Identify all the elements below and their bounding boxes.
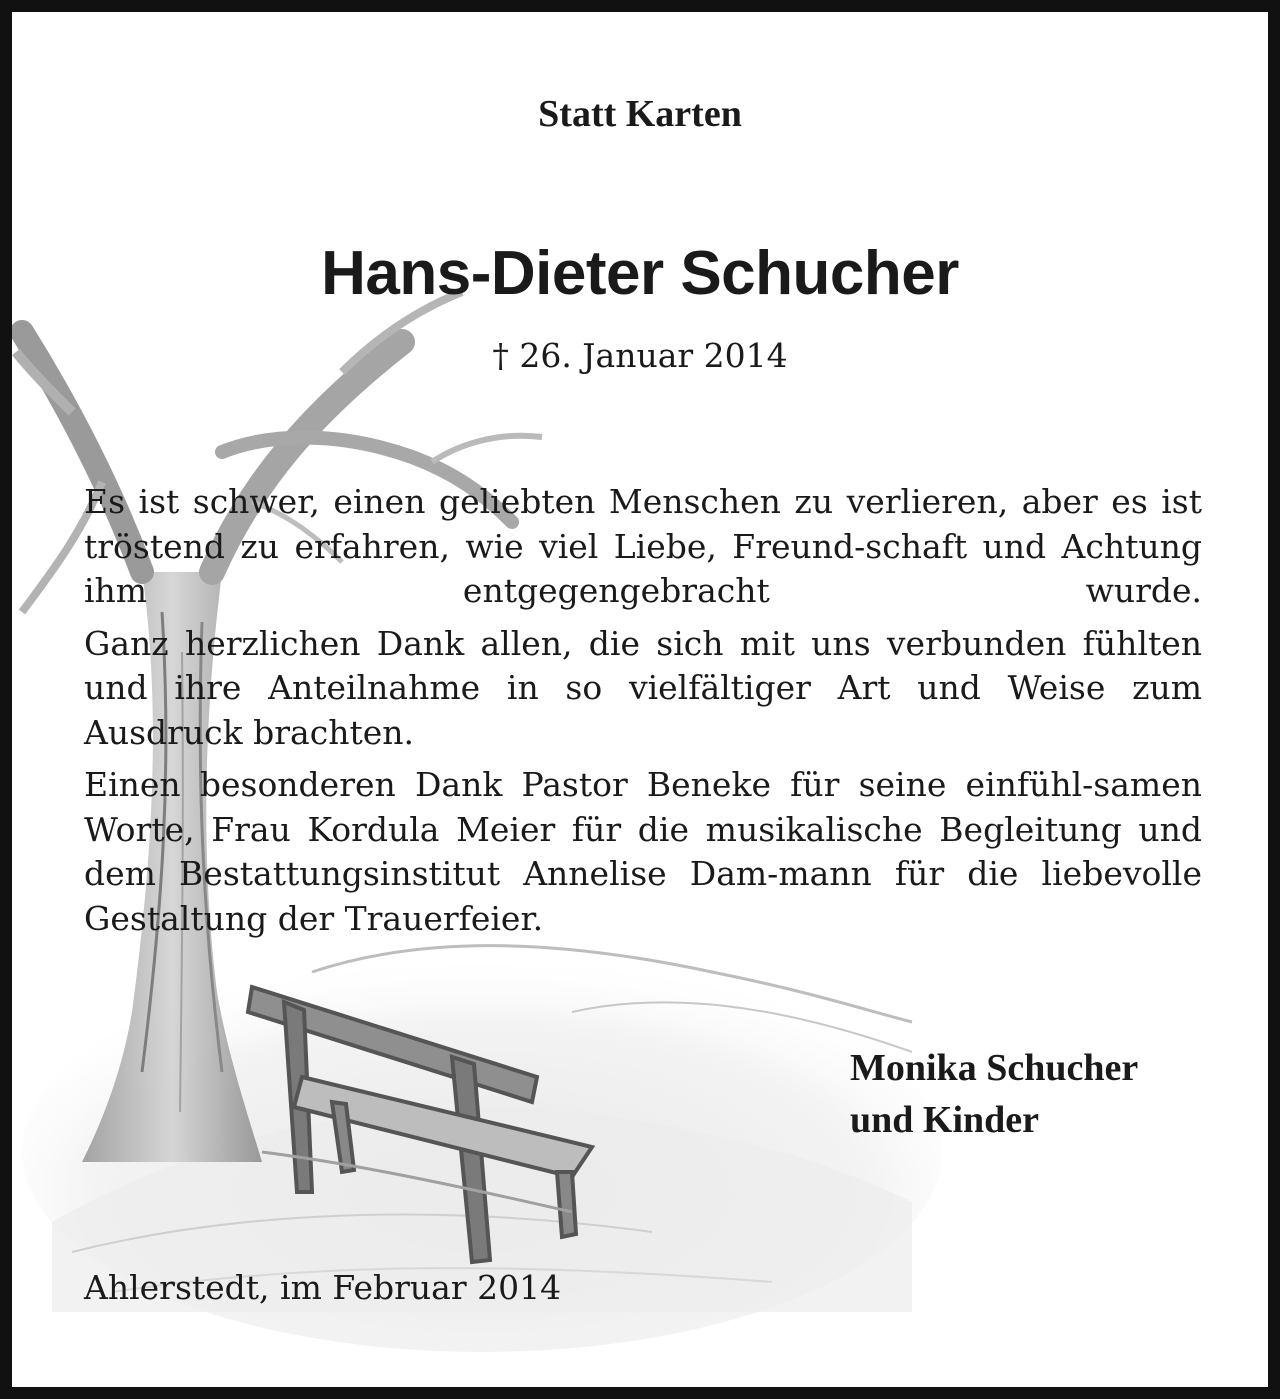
paragraph-3: Einen besonderen Dank Pastor Beneke für seine einfühl-samen Worte, Frau Kordula Meier für die musikalische Begleitung und dem Bestattungsinstitut Annelise Dam-mann für die liebevolle Gestaltung der Trauerfeier. xyxy=(84,765,1202,938)
thanks-text xyxy=(84,480,1202,949)
paragraph-1: Es ist schwer, einen geliebten Menschen zu verlieren, aber es ist tröstend zu erfahren, wie viel Liebe, Freund-schaft und Achtung ihm entgegengebracht wurde. xyxy=(84,482,1202,610)
deceased-name: Hans-Dieter Schucher xyxy=(321,239,959,308)
signature-line-2: und Kinder xyxy=(850,1099,1040,1141)
place-and-date: Ahlerstedt, im Februar 2014 xyxy=(84,1268,562,1307)
signature xyxy=(850,1042,1138,1146)
header-statt-karten: Statt Karten xyxy=(538,93,742,135)
paragraph-2: Ganz herzlichen Dank allen, die sich mit uns verbunden fühlten und ihre Anteilnahme in so vielfältiger Art und Weise zum Ausdruck brachten. xyxy=(84,623,1202,752)
signature-line-1: Monika Schucher xyxy=(850,1047,1139,1089)
death-date: † 26. Januar 2014 xyxy=(492,336,788,375)
